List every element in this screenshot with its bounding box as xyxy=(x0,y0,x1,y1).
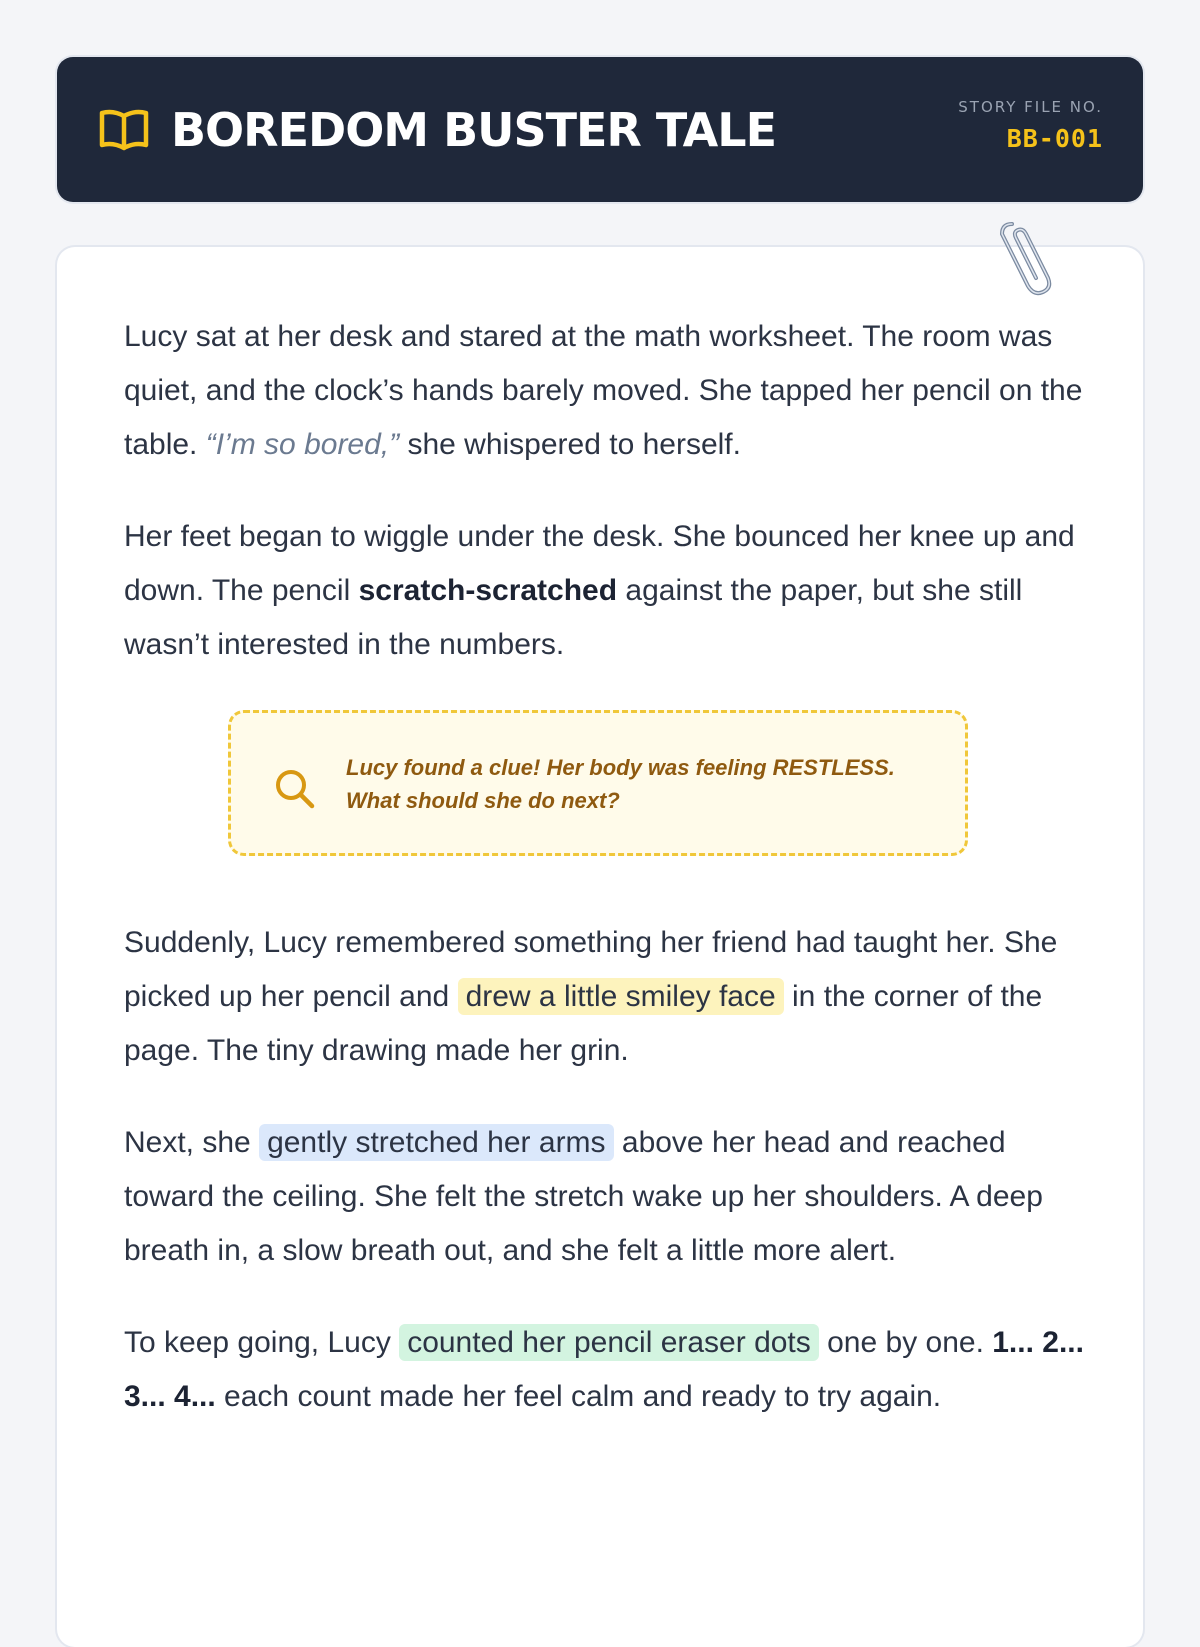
story-paragraph-2 xyxy=(124,510,1084,672)
story-text: one by one. xyxy=(818,1326,993,1359)
page-title: BOREDOM BUSTER TALE xyxy=(171,103,777,157)
count-sequence: 1... 2... 3... 4... xyxy=(124,1326,1084,1413)
story-text: above her head and reached toward the ceiling. She felt the stretch wake up her shoulders. A deep breath in, a slow breath out, and she felt a little more alert. xyxy=(124,1126,1043,1267)
story-text: against the paper, but she still wasn’t interested in the numbers. xyxy=(124,574,1023,661)
story-text: each count made her feel calm and ready to try again. xyxy=(215,1380,942,1413)
highlight-stretch: gently stretched her arms xyxy=(259,1124,613,1161)
story-file-label: STORY FILE NO. xyxy=(958,98,1103,116)
story-text: Suddenly, Lucy remembered something her friend had taught her. She picked up her pencil and xyxy=(124,926,1058,1013)
story-text: To keep going, Lucy xyxy=(124,1326,400,1359)
highlight-smiley: drew a little smiley face xyxy=(458,978,784,1015)
emphasis-sound: scratch-scratched xyxy=(358,574,618,607)
story-text: Next, she xyxy=(124,1126,260,1159)
story-text: she whispered to herself. xyxy=(399,428,741,461)
story-paragraph-5 xyxy=(124,1316,1084,1424)
story-file-number: BB-001 xyxy=(1006,124,1103,153)
story-paragraph-3 xyxy=(124,916,1084,1078)
magnifier-icon xyxy=(273,767,317,811)
clue-line-1: Lucy found a clue! Her body was feeling RESTLESS. xyxy=(346,755,895,780)
story-text: Lucy sat at her desk and stared at the math worksheet. The room was quiet, and the clock’s hands barely moved. She tapped her pencil on the table. xyxy=(124,320,1083,461)
clue-callout xyxy=(228,710,968,856)
story-paragraph-4 xyxy=(124,1116,1084,1278)
highlight-count: counted her pencil eraser dots xyxy=(399,1324,819,1361)
story-text: in the corner of the page. The tiny drawing made her grin. xyxy=(124,980,1043,1067)
clue-line-2: What should she do next? xyxy=(346,788,620,813)
story-paragraph-1 xyxy=(124,310,1084,472)
story-body xyxy=(124,310,1084,1462)
paperclip-icon xyxy=(990,216,1060,300)
whisper-quote: “I’m so bored,” xyxy=(205,428,400,461)
clue-text xyxy=(346,751,946,817)
story-text: Her feet began to wiggle under the desk. She bounced her knee up and down. The pencil xyxy=(124,520,1075,607)
open-book-icon xyxy=(98,107,150,155)
